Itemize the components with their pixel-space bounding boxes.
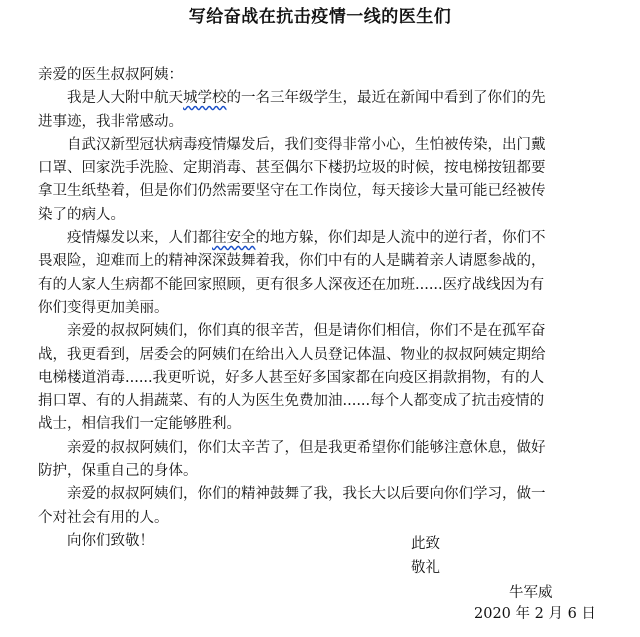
paragraph-7-line-1: 向你们致敬！ xyxy=(67,532,154,549)
paragraph-3-line-2: 畏艰险，迎难而上的精神深深鼓舞着我，你们中有的人是瞒着亲人请愿参战的， xyxy=(38,253,546,270)
paragraph-4-line-2: 战，我更看到，居委会的阿姨们在给出入人员登记体温、物业的叔叔阿姨定期给 xyxy=(38,346,546,363)
signature: 牛军威 xyxy=(509,585,553,601)
underlined-text: 城学校 xyxy=(183,90,227,107)
paragraph-4-line-5: 战士，相信我们一定能够胜利。 xyxy=(38,416,241,433)
paragraph-2-line-4: 染了的病人。 xyxy=(38,206,125,223)
paragraph-6-line-1: 亲爱的叔叔阿姨们，你们的精神鼓舞了我，我长大以后要向你们学习，做一 xyxy=(67,486,546,503)
paragraph-6-line-2: 个对社会有用的人。 xyxy=(38,509,169,526)
paragraph-1-text: 我是人大附中航天 xyxy=(67,90,183,107)
paragraph-4-line-3: 电梯楼道消毒......我更听说，好多人甚至好多国家都在向疫区捐款捐物，有的人 xyxy=(38,369,545,386)
paragraph-3-text: 疫情爆发以来，人们都 xyxy=(67,230,212,247)
paragraph-2-line-2: 口罩、回家洗手洗脸、定期消毒、甚至偶尔下楼扔垃圾的时候，按电梯按钮都要 xyxy=(38,160,546,177)
letter-date: 2020 年 2 月 6 日 xyxy=(474,606,596,622)
salutation: 亲爱的医生叔叔阿姨： xyxy=(38,67,183,83)
letter-title: 写给奋战在抗击疫情一线的医生们 xyxy=(188,7,452,27)
letter-body xyxy=(38,64,618,553)
paragraph-3-line-3: 有的人家人生病都不能回家照顾，更有很多人深夜还在加班......医疗战线因为有 xyxy=(38,276,545,293)
paragraph-5-line-1: 亲爱的叔叔阿姨们，你们太辛苦了，但是我更希望你们能够注意休息，做好 xyxy=(67,439,546,456)
paragraph-3-line-4: 你们变得更加美丽。 xyxy=(38,299,169,316)
paragraph-2-line-3: 拿卫生纸垫着，但是你们仍然需要坚守在工作岗位，每天接诊大量可能已经被传 xyxy=(38,183,546,200)
paragraph-1-line-1 xyxy=(38,87,618,110)
paragraph-1-line-2: 进事迹，我非常感动。 xyxy=(38,113,183,130)
paragraph-5-line-2: 防护，保重自己的身体。 xyxy=(38,463,198,480)
paragraph-4-line-1: 亲爱的叔叔阿姨们，你们真的很辛苦，但是请你们相信，你们不是在孤军奋 xyxy=(67,323,546,340)
closing-jingli: 敬礼 xyxy=(411,560,440,576)
paragraph-2-line-1: 自武汉新型冠状病毒疫情爆发后，我们变得非常小心，生怕被传染，出门戴 xyxy=(67,136,546,153)
paragraph-3-line-1 xyxy=(38,227,618,250)
paragraph-3-text: 的地方躲，你们却是人流中的逆行者，你们不 xyxy=(255,230,546,247)
paragraph-1-text: 的一名三年级学生，最近在新闻中看到了你们的先 xyxy=(226,90,546,107)
closing-cizhi: 此致 xyxy=(411,536,440,552)
paragraph-4-line-4: 捐口罩、有的人捐蔬菜、有的人为医生免费加油......每个人都变成了抗击疫情的 xyxy=(38,393,545,410)
underlined-text: 往安全 xyxy=(212,230,256,247)
